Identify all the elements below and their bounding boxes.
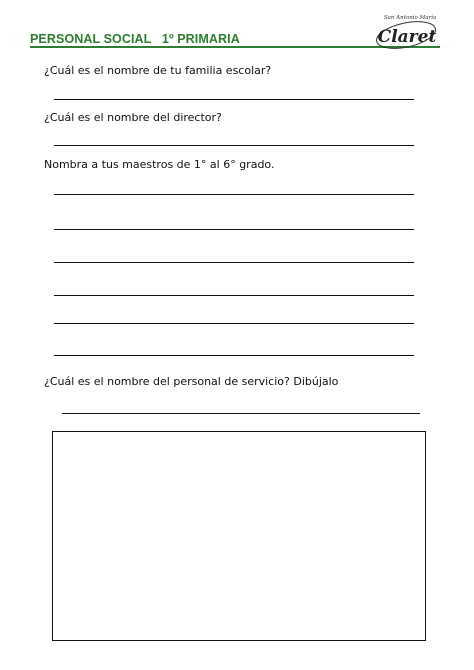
answer-line-teacher-1[interactable] bbox=[54, 194, 414, 195]
answer-line-teacher-5[interactable] bbox=[54, 323, 414, 324]
answer-line-family[interactable] bbox=[54, 99, 414, 100]
school-logo bbox=[372, 10, 442, 50]
answer-line-service-staff[interactable] bbox=[62, 413, 420, 414]
question-director: ¿Cuál es el nombre del director? bbox=[44, 111, 222, 124]
logo-text: Claret bbox=[377, 27, 437, 47]
answer-line-director[interactable] bbox=[54, 145, 414, 146]
header-title bbox=[30, 32, 240, 46]
grade-label: 1º PRIMARIA bbox=[161, 32, 240, 46]
answer-line-teacher-6[interactable] bbox=[54, 355, 414, 356]
answer-line-teacher-4[interactable] bbox=[54, 295, 414, 296]
subject-label: PERSONAL SOCIAL bbox=[30, 32, 152, 46]
question-family: ¿Cuál es el nombre de tu familia escolar? bbox=[44, 64, 272, 77]
drawing-box[interactable] bbox=[52, 431, 426, 641]
logo-subtext: San Antonio María bbox=[383, 15, 437, 21]
answer-line-teacher-2[interactable] bbox=[54, 229, 414, 230]
question-service-staff: ¿Cuál es el nombre del personal de servicio? Dibújalo bbox=[44, 375, 339, 388]
answer-line-teacher-3[interactable] bbox=[54, 262, 414, 263]
question-teachers: Nombra a tus maestros de 1° al 6° grado. bbox=[44, 158, 275, 171]
